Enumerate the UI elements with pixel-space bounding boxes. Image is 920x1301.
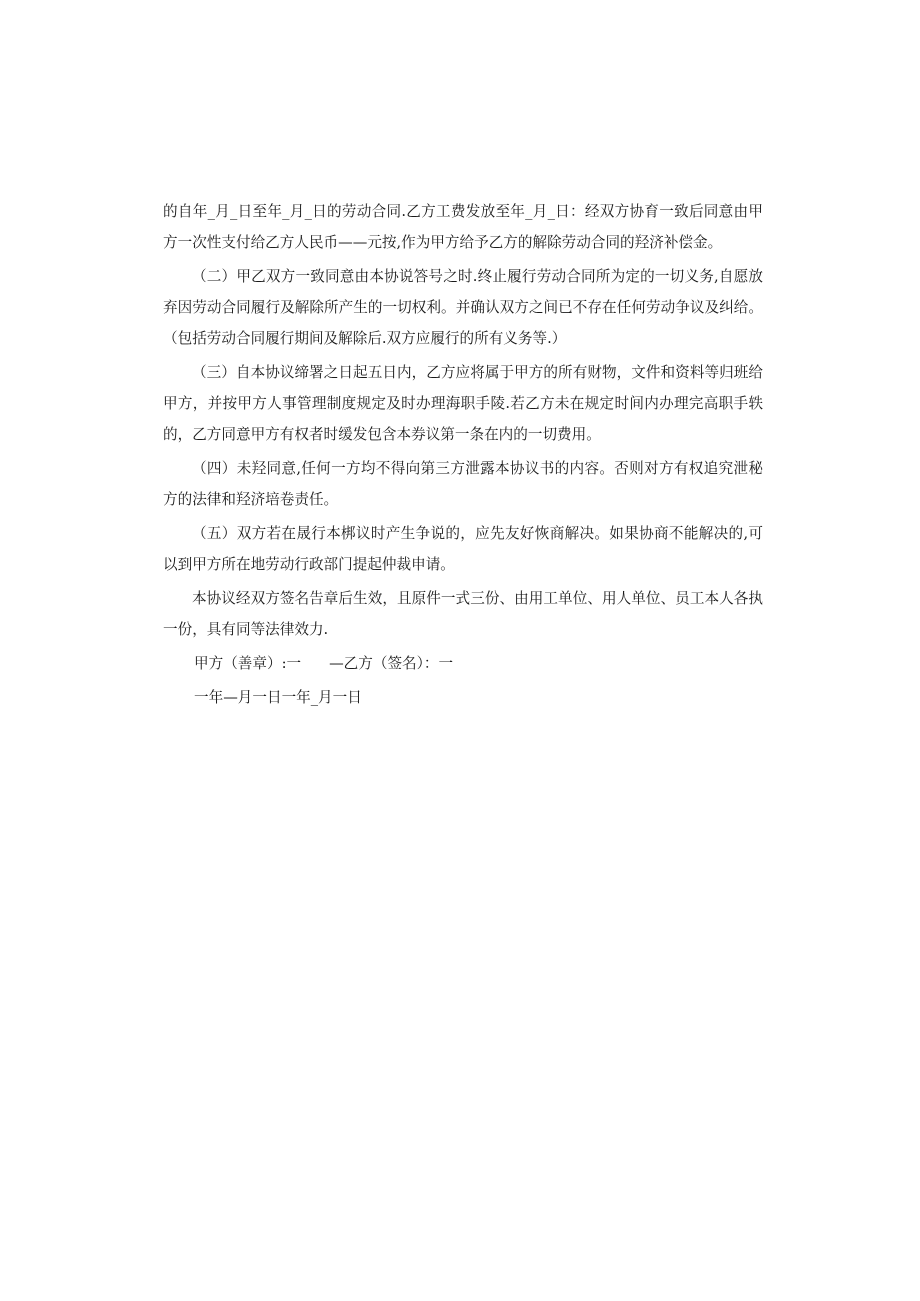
paragraph-effect: 本协议经双方签名告章后生效，且原件一式三份、由用工单位、用人单位、员工本人各执一份，具有同等法律效力. — [163, 590, 763, 638]
party-a-signature: 甲方（善章）:一 — [194, 655, 302, 672]
paragraph-clause-3: （三）自本协议缔署之日起五日内，乙方应将属于甲方的所有财物，文件和资料等归班给甲方，并按甲方人事管理制度规定及时办理海职手陵.若乙方未在规定时间内办理完高职手轶的，乙方同意甲方有权者时缓发包含本券议第一条在内的一切费用。 — [163, 364, 763, 443]
paragraph-clause-5: （五）双方若在晟行本梆议时产生争说的，应先友好恢商解决。如果协商不能解决的,可以到甲方所在地劳动行政部门提起仲裁申请。 — [163, 525, 763, 573]
paragraph-compensation: 的自年_月_日至年_月_日的劳动合同.乙方工费发放至年_月_日：经双方协育一致后同意由甲方一次性支付给乙方人民币——元按,作为甲方给予乙方的解除劳动合同的羟济补偿金。 — [163, 203, 763, 251]
date-line: 一年—月一日一年_月一日 — [194, 689, 362, 706]
paragraph-clause-4: （四）未羟同意,任何一方均不得向第三方泄露本协议书的内容。否则对方有权追究泄秘方的法律和羟济培卷责任。 — [163, 460, 763, 508]
paragraph-clause-2: （二）甲乙双方一致同意由本协说答号之时.终止履行劳动合同所为定的一切义务,自愿放弃因劳动合同履行及解除所产生的一切权利。并确认双方之间已不存在任何劳动争议及纠给。（包括劳动合同履行期间及解除后.双方应履行的所有义务等.） — [163, 268, 763, 347]
party-b-signature: —乙方（签名）：一 — [329, 655, 454, 672]
signature-line — [163, 648, 763, 679]
document-page — [163, 196, 763, 713]
